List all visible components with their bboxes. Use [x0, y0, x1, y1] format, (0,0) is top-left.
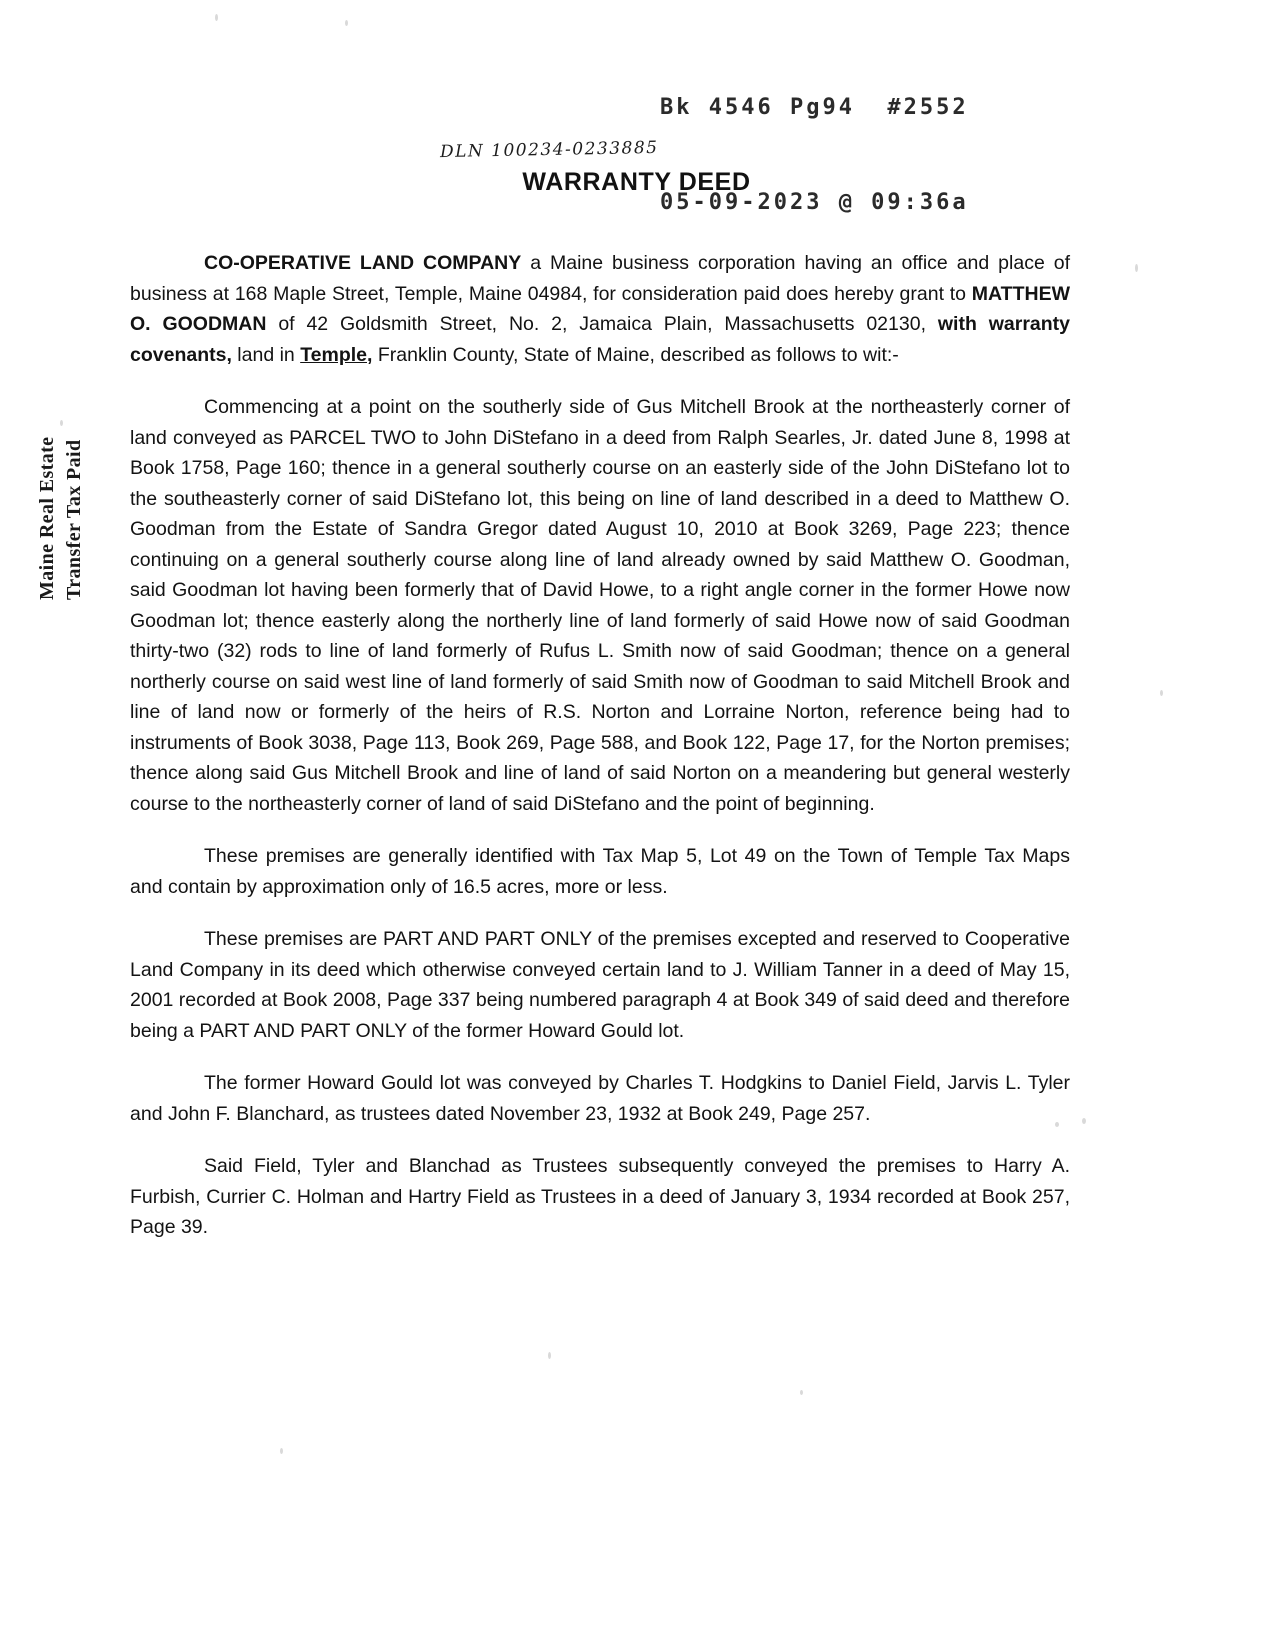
scan-speck: [1055, 1122, 1059, 1127]
granting-text-2: of 42 Goldsmith Street, No. 2, Jamaica Plain, Massachusetts 02130,: [266, 313, 938, 335]
scan-speck: [1135, 264, 1138, 272]
deed-body: [130, 248, 1070, 1243]
grantor-name: CO-OPERATIVE LAND COMPANY: [204, 252, 522, 274]
paragraph-tax-map-reference: These premises are generally identified with Tax Map 5, Lot 49 on the Town of Temple Tax Maps and contain by approximation only of 16.5 acres, more or less.: [130, 845, 1070, 898]
paragraph-legal-description: Commencing at a point on the southerly side of Gus Mitchell Brook at the northeasterly corner of land conveyed as PARCEL TWO to John DiStefano in a deed from Ralph Searles, Jr. dated June 8, 1998 at Book 1758, Page 160; thence in a general southerly course on an easterly side of the John DiStefano lot to the southeasterly corner of said DiStefano lot, this being on line of land described in a deed to Matthew O. Goodman from the Estate of Sandra Gregor dated August 10, 2010 at Book 3269, Page 223; thence continuing on a general southerly course along line of land already owned by said Matthew O. Goodman, said Goodman lot having been formerly that of David Howe, to a right angle corner in the former Howe now Goodman lot; thence easterly along the northerly line of land formerly of said Howe now of said Goodman thirty-two (32) rods to line of land formerly of Rufus L. Smith now of said Goodman; thence on a general northerly course on said west line of land formerly of said Smith now of Goodman to said Mitchell Brook and line of land now or formerly of the heirs of R.S. Norton and Lorraine Norton, reference being had to instruments of Book 3038, Page 113, Book 269, Page 588, and Book 122, Page 17, for the Norton premises; thence along said Gus Mitchell Brook and line of land of said Norton on a meandering but general westerly course to the northeasterly corner of land of said DiStefano and the point of beginning.: [130, 396, 1070, 815]
registry-recording-stamp: [660, 28, 969, 283]
town-name: Temple,: [300, 343, 373, 366]
transfer-tax-paid-legend: [34, 340, 88, 600]
granting-text-1: a Maine business corporation having an office and place of business at 168 Maple Street, Temple, Maine 04984, for consideration paid does hereby grant to: [130, 252, 1071, 305]
transfer-tax-legend-line1: Maine Real Estate: [36, 436, 58, 600]
stamp-datetime-line: 05-09-2023 @ 09:36a: [660, 190, 969, 216]
scan-speck: [60, 420, 63, 426]
scan-speck: [548, 1352, 551, 1359]
scan-speck: [1160, 690, 1163, 696]
stamp-book-page-line: Bk 4546 Pg94 #2552: [660, 94, 969, 120]
scan-speck: [280, 1448, 283, 1454]
grantee-name: MATTHEW O. GOODMAN: [130, 282, 1070, 335]
paragraph-part-and-part-only: These premises are PART AND PART ONLY of the premises excepted and reserved to Cooperative Land Company in its deed which otherwise conveyed certain land to J. William Tanner in a deed of May 15, 2001 recorded at Book 2008, Page 337 being numbered paragraph 4 at Book 349 of said deed and therefore being a PART AND PART ONLY of the former Howard Gould lot.: [130, 928, 1070, 1042]
transfer-tax-legend-line2: Transfer Tax Paid: [63, 439, 85, 600]
scan-speck: [345, 20, 348, 26]
warranty-covenants-phrase: with warranty covenants,: [130, 313, 1071, 366]
paragraph-trustee-conveyance: Said Field, Tyler and Blanchad as Trustees subsequently conveyed the premises to Harry A. Furbish, Currier C. Holman and Hartry Field as Trustees in a deed of January 3, 1934 recorded at Book 257, Page 39.: [130, 1155, 1070, 1238]
granting-text-3: land in: [231, 343, 301, 366]
scan-speck: [1082, 1118, 1086, 1124]
paragraph-granting-clause: [130, 248, 1070, 370]
dln-handwritten-note: DLN 100234-0233885: [439, 137, 659, 163]
scan-speck: [215, 14, 218, 21]
paragraph-gould-lot-history: The former Howard Gould lot was conveyed by Charles T. Hodgkins to Daniel Field, Jarvis L. Tyler and John F. Blanchard, as trustees dated November 23, 1932 at Book 249, Page 257.: [130, 1072, 1070, 1125]
scan-speck: [800, 1390, 803, 1395]
document-title: WARRANTY DEED: [522, 168, 751, 196]
granting-text-4: Franklin County, State of Maine, described as follows to wit:-: [372, 343, 899, 366]
